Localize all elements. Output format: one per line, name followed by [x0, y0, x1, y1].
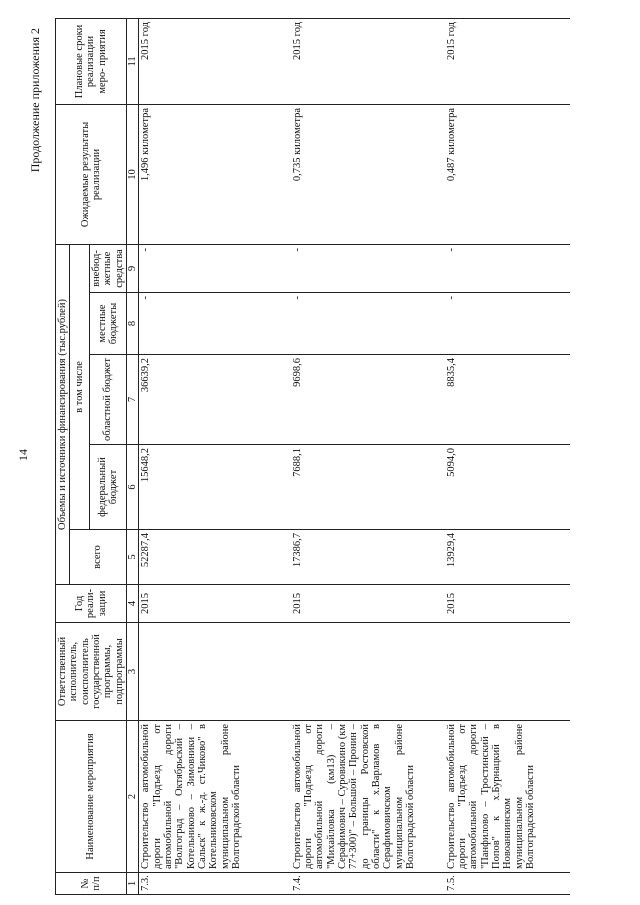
- program-table: [55, 18, 570, 895]
- row-local: -: [139, 293, 291, 355]
- row-executor: [445, 623, 570, 721]
- row-federal: 5094,0: [445, 445, 570, 530]
- column-number: 5: [126, 530, 138, 585]
- column-number: 8: [126, 293, 138, 355]
- header-local: местные бюджеты: [89, 293, 126, 355]
- header-including: в том числе: [70, 244, 90, 529]
- column-number: 10: [126, 104, 138, 244]
- row-offbudget: -: [139, 244, 291, 292]
- header-funding: Объемы и источники финансирования (тыс.рублей): [56, 244, 70, 584]
- page-number: 14: [16, 449, 30, 461]
- row-name: Строительство автомобильной дороги "Подъезд от автомобильной дороги "Волгоград – Октябрьский – Котельниково – Зимовники – Сальск" к ж.-д. ст.Чиково" в Котельниковском муниципальном районе Волгоградской области: [139, 721, 291, 873]
- header-expected: Ожидаемые результаты реализации: [56, 104, 127, 244]
- row-num: 7.5.: [445, 873, 570, 895]
- table-row: [291, 18, 445, 894]
- column-number: 6: [126, 445, 138, 530]
- header-regional: областной бюджет: [89, 355, 126, 445]
- column-number: 1: [126, 873, 138, 895]
- header-federal: федеральный бюджет: [89, 445, 126, 530]
- header-offbudget: внебюд- жетные средства: [89, 244, 126, 292]
- row-executor: [139, 623, 291, 721]
- header-name: Наименование мероприятия: [56, 721, 127, 873]
- row-total: 13929,4: [445, 530, 570, 585]
- row-offbudget: -: [291, 244, 445, 292]
- row-deadline: 2015 год: [291, 18, 445, 104]
- row-executor: [291, 623, 445, 721]
- row-local: -: [445, 293, 570, 355]
- row-federal: 15648,2: [139, 445, 291, 530]
- row-local: -: [291, 293, 445, 355]
- row-name: Строительство автомобильной дороги "Подъезд от автомобильной дороги "Панфилово – Тростинский – Попов" к х.Бурнацкий в Новоаннинском муниципальном районе Волгоградской области: [445, 721, 570, 873]
- column-number: 11: [126, 18, 138, 104]
- row-regional: 36639,2: [139, 355, 291, 445]
- header-year: Год реали- зации: [56, 585, 127, 623]
- row-expected: 1,496 километра: [139, 104, 291, 244]
- row-name: Строительство автомобильной дороги "Подъезд от автомобильной дороги "Михайловка (км13) – Серафимович – Суровикино (км 77+300)" – Большой – Пронин – до границы Ростовской области" к х.Варламов в Серафимовичском муниципальном районе Волгоградской области: [291, 721, 445, 873]
- table-row: [139, 18, 291, 894]
- column-number: 9: [126, 244, 138, 292]
- row-num: 7.4.: [291, 873, 445, 895]
- appendix-caption: Продолжение приложения 2: [28, 28, 42, 173]
- row-year: 2015: [139, 585, 291, 623]
- column-number: 4: [126, 585, 138, 623]
- row-regional: 8835,4: [445, 355, 570, 445]
- row-year: 2015: [445, 585, 570, 623]
- row-total: 17386,7: [291, 530, 445, 585]
- header-total: всего: [70, 530, 127, 585]
- header-num: № п/п: [56, 873, 127, 895]
- row-deadline: 2015 год: [139, 18, 291, 104]
- header-deadline: Плановые сроки реализации меро- приятия: [56, 18, 127, 104]
- column-number: 2: [126, 721, 138, 873]
- row-expected: 0,735 километра: [291, 104, 445, 244]
- column-number: 7: [126, 355, 138, 445]
- row-offbudget: -: [445, 244, 570, 292]
- row-num: 7.3.: [139, 873, 291, 895]
- row-total: 52287,4: [139, 530, 291, 585]
- column-number: 3: [126, 623, 138, 721]
- table-row: [445, 18, 570, 894]
- row-deadline: 2015 год: [445, 18, 570, 104]
- row-federal: 7688,1: [291, 445, 445, 530]
- row-expected: 0,487 километра: [445, 104, 570, 244]
- row-year: 2015: [291, 585, 445, 623]
- header-executor: Ответственный исполнитель, соисполнитель государственной программы, подпрограммы: [56, 623, 127, 721]
- row-regional: 9698,6: [291, 355, 445, 445]
